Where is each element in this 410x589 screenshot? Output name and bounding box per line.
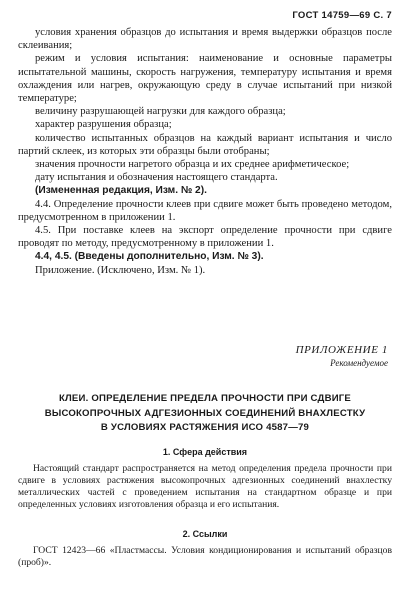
clause-4-4: 4.4. Определение прочности клеев при сдвиге может быть проведено методом, предусмотренном в приложении 1. <box>18 198 392 223</box>
amendment-note: 4.4, 4.5. (Введены дополнительно, Изм. № 3). <box>35 251 264 263</box>
annex-subtitle: Рекомендуемое <box>330 358 388 368</box>
title-line: КЛЕИ. ОПРЕДЕЛЕНИЕ ПРЕДЕЛА ПРОЧНОСТИ ПРИ СДВИГЕ <box>58 393 352 404</box>
section-1-heading: 1. Сфера действия <box>162 447 248 457</box>
annex-main-title <box>18 392 392 436</box>
paragraph: Настоящий стандарт распространяется на метод определения предела прочности при сдвиге в условиях растяжения высокопрочных адгезионных соединений внахлестку металлических частей с проведением испытания на стандартном образце и при определенных условиях изготовления образца и его испытания. <box>18 463 392 510</box>
title-line: В УСЛОВИЯХ РАСТЯЖЕНИЯ ИСО 4587—79 <box>100 422 310 433</box>
paragraph: режим и условия испытания: наименование и основные параметры испытательной машины, скорость нагружения, температуру испытания и время охлаждения или нагрев, окружающую среду в случае испытаний при низкой температуре; <box>18 53 392 105</box>
page-header: ГОСТ 14759—69 С. 7 <box>292 10 392 21</box>
annex-title: ПРИЛОЖЕНИЕ 1 <box>295 344 388 356</box>
section-2-heading: 2. Ссылки <box>182 529 228 539</box>
amendment-note: (Измененная редакция, Изм. № 2). <box>35 185 207 197</box>
appendix-note: Приложение. (Исключено, Изм. № 1). <box>35 264 206 276</box>
section-2-text <box>18 545 392 569</box>
report-requirements-text <box>18 26 392 277</box>
paragraph: величину разрушающей нагрузки для каждого образца; <box>35 106 286 118</box>
paragraph: ГОСТ 12423—66 «Пластмассы. Условия кондиционирования и испытаний образцов (проб)». <box>18 545 392 568</box>
annex-label <box>296 343 388 369</box>
section-1-text <box>18 463 392 511</box>
title-line: ВЫСОКОПРОЧНЫХ АДГЕЗИОННЫХ СОЕДИНЕНИЙ ВНАХЛЕСТКУ <box>44 407 366 419</box>
clause-4-5: 4.5. При поставке клеев на экспорт определение прочности при сдвиге проводят по методу, предусмотренному в приложении 1. <box>18 225 392 250</box>
paragraph: дату испытания и обозначения настоящего стандарта. <box>35 172 278 184</box>
paragraph: значения прочности нагретого образца и их среднее арифметическое; <box>35 159 350 171</box>
paragraph: характер разрушения образца; <box>35 119 172 131</box>
paragraph: количество испытанных образцов на каждый вариант испытания и число партий склеек, из которых эти образцы были отобраны; <box>18 132 392 157</box>
paragraph: условия хранения образцов до испытания и время выдержки образцов после склеивания; <box>18 27 392 52</box>
